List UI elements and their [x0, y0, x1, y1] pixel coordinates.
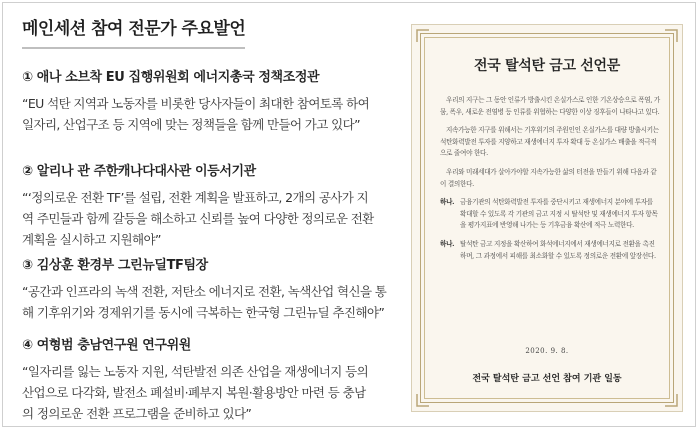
declaration-document [411, 24, 683, 412]
resolution-text: 탈석탄 금고 지정을 확산하여 화석에너지에서 재생에너지로 전환을 촉진하며, 그 과정에서 피해를 최소화할 수 있도록 정의로운 전환에 앞장선다. [460, 239, 656, 260]
speaker-name: ④ 여형범 충남연구원 연구위원 [22, 338, 191, 353]
speaker-quote: “공간과 인프라의 녹색 전환, 저탄소 에너지로 전환, 녹색산업 혁신을 통 해 기후위기와 경제위기를 동시에 극복하는 한국형 그린뉴딜 추진해야” [22, 284, 387, 320]
speaker-name: ② 알리나 관 주한캐나다대사관 이등서기관 [22, 164, 256, 179]
speaker-block [22, 160, 402, 250]
corner-ornament-icon [664, 29, 678, 43]
corner-ornament-icon [416, 393, 430, 407]
declaration-title: 전국 탈석탄 금고 선언문 [474, 58, 620, 74]
corner-ornament-icon [664, 393, 678, 407]
section-title: 메인세션 참여 전문가 주요발언 [22, 14, 245, 49]
corner-ornament-icon [416, 29, 430, 43]
speaker-block [22, 66, 402, 135]
declaration-body [440, 95, 660, 269]
speaker-quote: “일자리를 잃는 노동자 지원, 석탄발전 의존 산업을 재생에너지 등의 산업으로 다각화, 발전소 폐설비·폐부지 복원·활용방안 마련 등 충남 의 정의로운 전환 프로그램을 준비하고 있다” [22, 364, 369, 421]
speaker-name: ① 애나 소브착 EU 집행위원회 에너지총국 정책조정관 [22, 70, 320, 85]
speaker-block [22, 254, 402, 323]
speaker-name: ③ 김상훈 환경부 그린뉴딜TF팀장 [22, 258, 208, 273]
declaration-date: 2020. 9. 8. [525, 347, 569, 355]
declaration-paragraph: 우리와 미래세대가 살아가야할 지속가능한 삶의 터전을 만들기 위해 다음과 같이 결의한다. [440, 167, 657, 188]
resolution-text: 금융기관의 석탄화력발전 투자를 중단시키고 재생에너지 분야에 투자를 확대할 수 있도록 각 기관의 금고 지정 시 탈석탄 및 재생에너지 투자 항목을 평가지표에 반영해 나가는 등 기후금융 확산에 적극 노력한다. [460, 198, 658, 230]
resolution-label: 하나. [440, 198, 455, 207]
speaker-quote: “‘정의로운 전환 TF’를 설립, 전환 계획을 발표하고, 2개의 공사가 지 역 주민들과 함께 갈등을 해소하고 신뢰를 높여 다양한 정의로운 전환 계획을 실시하고 지원해야” [22, 190, 374, 247]
speaker-quote: “EU 석탄 지역과 노동자를 비롯한 당사자들이 최대한 참여토록 하여 일자리, 산업구조 등 지역에 맞는 정책들을 함께 만들어 가고 있다” [22, 96, 370, 132]
resolution-label: 하나. [440, 239, 455, 248]
declaration-paragraph: 지속가능한 지구를 위해서는 기후위기의 주원인인 온실가스를 대량 방출시키는 석탄화력발전 투자를 지양하고 재생에너지 투자 확대 등 온실가스 배출을 적극적으로 줄여야 한다. [440, 126, 659, 158]
expert-remarks-section [22, 14, 402, 421]
declaration-paragraph: 우리의 지구는 그 동안 인류가 방출시킨 온실가스로 인한 기온상승으로 폭염, 가뭄, 폭우, 새로운 전염병 등 인류를 위협하는 다양한 이상 징후들이 나타나고 있다. [440, 96, 660, 116]
declaration-signatory: 전국 탈석탄 금고 선언 참여 기관 일동 [472, 374, 622, 384]
speaker-block [22, 334, 402, 424]
resolution-item [440, 197, 660, 232]
resolution-item [440, 239, 660, 262]
